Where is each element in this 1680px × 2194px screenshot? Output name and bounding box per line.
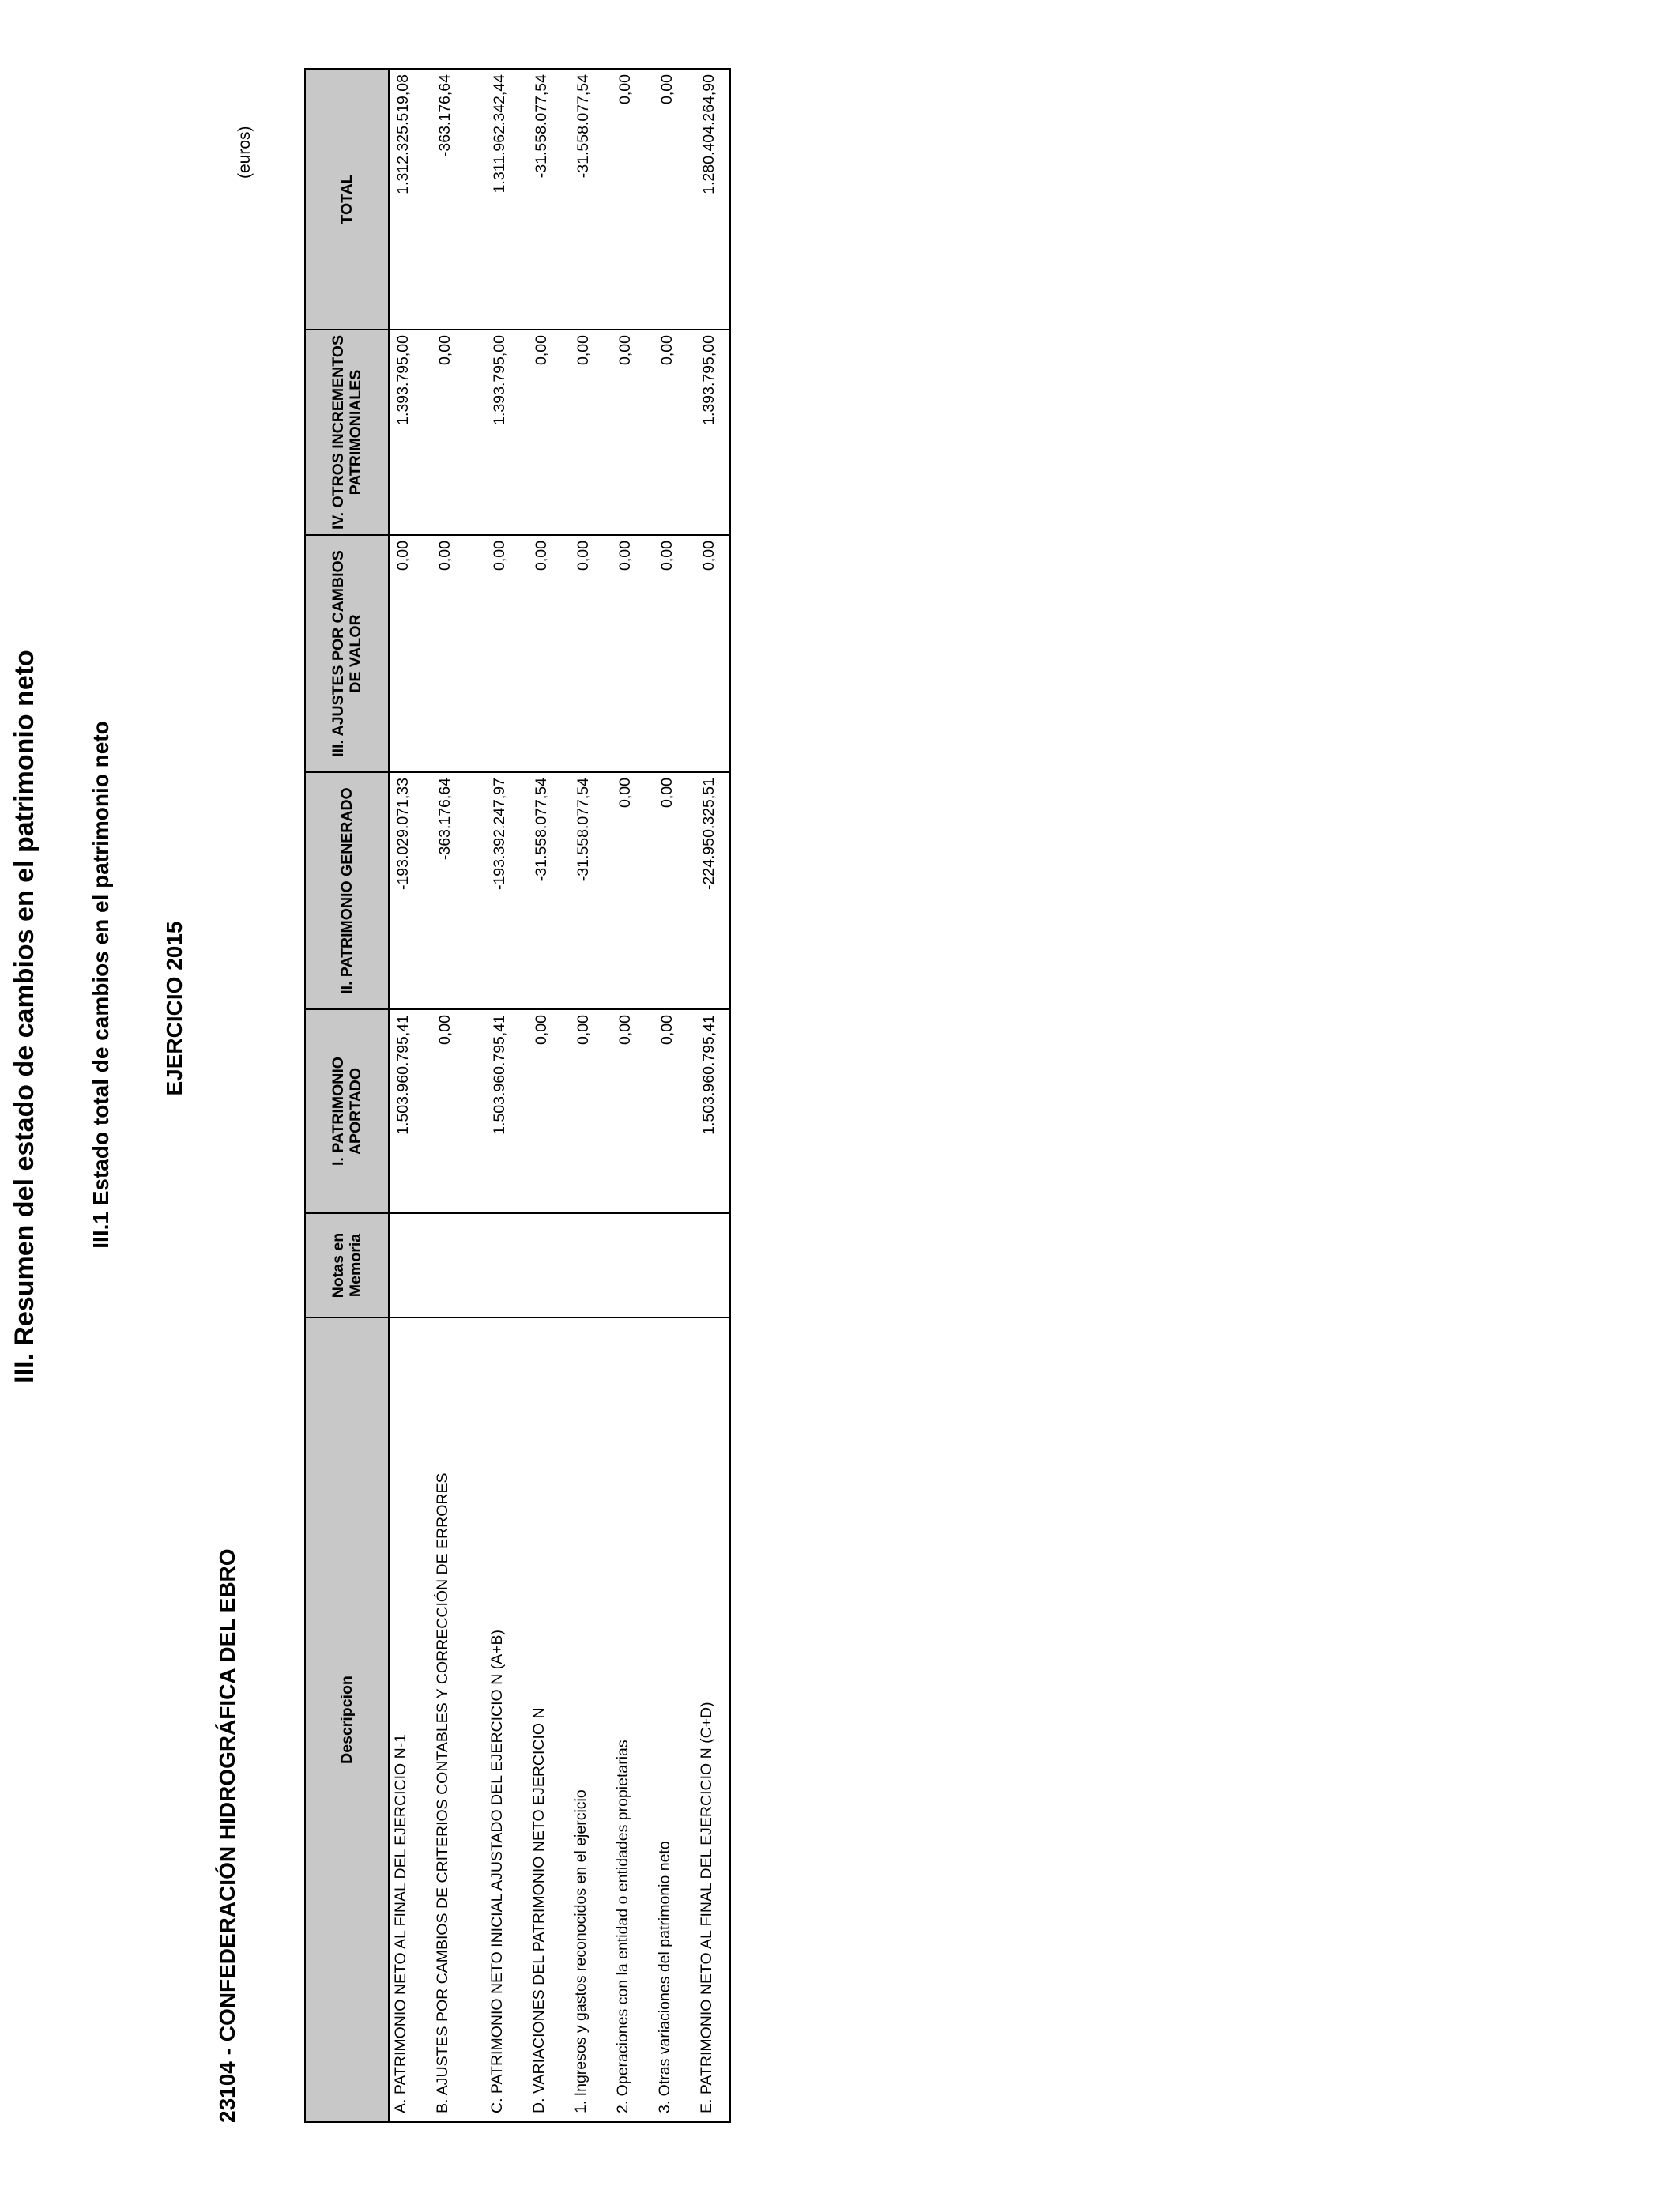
row-col2: 0,00 bbox=[654, 772, 695, 1009]
row-description: 1. Ingresos y gastos reconocidos en el ejercicio bbox=[570, 1318, 612, 2122]
row-col3: 0,00 bbox=[431, 535, 486, 772]
row-col1: 0,00 bbox=[654, 1009, 695, 1213]
header-ajustes-valor: III. AJUSTES POR CAMBIOS DE VALOR bbox=[305, 535, 389, 772]
row-total: 1.280.404.264,90 bbox=[695, 69, 730, 330]
row-col1: 1.503.960.795,41 bbox=[695, 1009, 730, 1213]
row-col1: 1.503.960.795,41 bbox=[389, 1009, 431, 1213]
row-col2: -224.950.325,51 bbox=[695, 772, 730, 1009]
row-col3: 0,00 bbox=[654, 535, 695, 772]
row-col4: 1.393.795,00 bbox=[486, 330, 528, 535]
page-title: III. Resumen del estado de cambios en el patrimonio neto bbox=[9, 650, 40, 1383]
row-description: 2. Operaciones con la entidad o entidades propietarias bbox=[612, 1318, 654, 2122]
row-col4: 1.393.795,00 bbox=[695, 330, 730, 535]
row-col2: -363.176,64 bbox=[431, 772, 486, 1009]
row-description: B. AJUSTES POR CAMBIOS DE CRITERIOS CONTABLES Y CORRECCIÓN DE ERRORES bbox=[431, 1318, 486, 2122]
table-row bbox=[570, 69, 612, 2122]
row-notes bbox=[654, 1213, 695, 1318]
table-row bbox=[654, 69, 695, 2122]
row-col2: -31.558.077,54 bbox=[528, 772, 570, 1009]
row-notes bbox=[612, 1213, 654, 1318]
row-col4: 0,00 bbox=[612, 330, 654, 535]
row-col1: 0,00 bbox=[431, 1009, 486, 1213]
row-col2: -193.029.071,33 bbox=[389, 772, 431, 1009]
row-col3: 0,00 bbox=[486, 535, 528, 772]
row-notes bbox=[570, 1213, 612, 1318]
row-col2: 0,00 bbox=[612, 772, 654, 1009]
row-col1: 1.503.960.795,41 bbox=[486, 1009, 528, 1213]
table-row bbox=[431, 69, 486, 2122]
row-total: 0,00 bbox=[654, 69, 695, 330]
row-notes bbox=[389, 1213, 431, 1318]
row-col3: 0,00 bbox=[570, 535, 612, 772]
row-notes bbox=[431, 1213, 486, 1318]
row-total: 1.312.325.519,08 bbox=[389, 69, 431, 330]
row-col4: 1.393.795,00 bbox=[389, 330, 431, 535]
row-notes bbox=[528, 1213, 570, 1318]
header-otros-incrementos: IV. OTROS INCREMENTOS PATRIMONIALES bbox=[305, 330, 389, 535]
row-description: 3. Otras variaciones del patrimonio neto bbox=[654, 1318, 695, 2122]
row-col2: -31.558.077,54 bbox=[570, 772, 612, 1009]
row-total: 0,00 bbox=[612, 69, 654, 330]
row-col1: 0,00 bbox=[570, 1009, 612, 1213]
row-col3: 0,00 bbox=[389, 535, 431, 772]
row-total: -363.176,64 bbox=[431, 69, 486, 330]
row-col2: -193.392.247,97 bbox=[486, 772, 528, 1009]
row-col1: 0,00 bbox=[612, 1009, 654, 1213]
units-label: (euros) bbox=[235, 126, 254, 179]
row-notes bbox=[695, 1213, 730, 1318]
row-col4: 0,00 bbox=[528, 330, 570, 535]
table-row bbox=[389, 69, 431, 2122]
row-description: E. PATRIMONIO NETO AL FINAL DEL EJERCICIO N (C+D) bbox=[695, 1318, 730, 2122]
row-col3: 0,00 bbox=[528, 535, 570, 772]
row-col4: 0,00 bbox=[570, 330, 612, 535]
table-row bbox=[528, 69, 570, 2122]
row-col3: 0,00 bbox=[695, 535, 730, 772]
header-patrimonio-aportado: I. PATRIMONIO APORTADO bbox=[305, 1009, 389, 1213]
entity-name: 23104 - CONFEDERACIÓN HIDROGRÁFICA DEL EBRO bbox=[215, 1548, 239, 2123]
fiscal-year: EJERCICIO 2015 bbox=[162, 921, 186, 1096]
row-description: C. PATRIMONIO NETO INICIAL AJUSTADO DEL EJERCICIO N (A+B) bbox=[486, 1318, 528, 2122]
row-total: -31.558.077,54 bbox=[528, 69, 570, 330]
equity-changes-table bbox=[304, 68, 731, 2123]
row-col4: 0,00 bbox=[431, 330, 486, 535]
page-subtitle: III.1 Estado total de cambios en el patrimonio neto bbox=[89, 721, 113, 1249]
header-total: TOTAL bbox=[305, 69, 389, 330]
row-total: -31.558.077,54 bbox=[570, 69, 612, 330]
table-header-row bbox=[305, 69, 389, 2122]
header-description: Descripcion bbox=[305, 1318, 389, 2122]
row-description: D. VARIACIONES DEL PATRIMONIO NETO EJERCICIO N bbox=[528, 1318, 570, 2122]
row-col4: 0,00 bbox=[654, 330, 695, 535]
row-col3: 0,00 bbox=[612, 535, 654, 772]
header-patrimonio-generado: II. PATRIMONIO GENERADO bbox=[305, 772, 389, 1009]
header-notes: Notas en Memoria bbox=[305, 1213, 389, 1318]
row-col1: 0,00 bbox=[528, 1009, 570, 1213]
row-total: 1.311.962.342,44 bbox=[486, 69, 528, 330]
row-notes bbox=[486, 1213, 528, 1318]
table-row bbox=[695, 69, 730, 2122]
table-row bbox=[612, 69, 654, 2122]
table-row bbox=[486, 69, 528, 2122]
row-description: A. PATRIMONIO NETO AL FINAL DEL EJERCICIO N-1 bbox=[389, 1318, 431, 2122]
